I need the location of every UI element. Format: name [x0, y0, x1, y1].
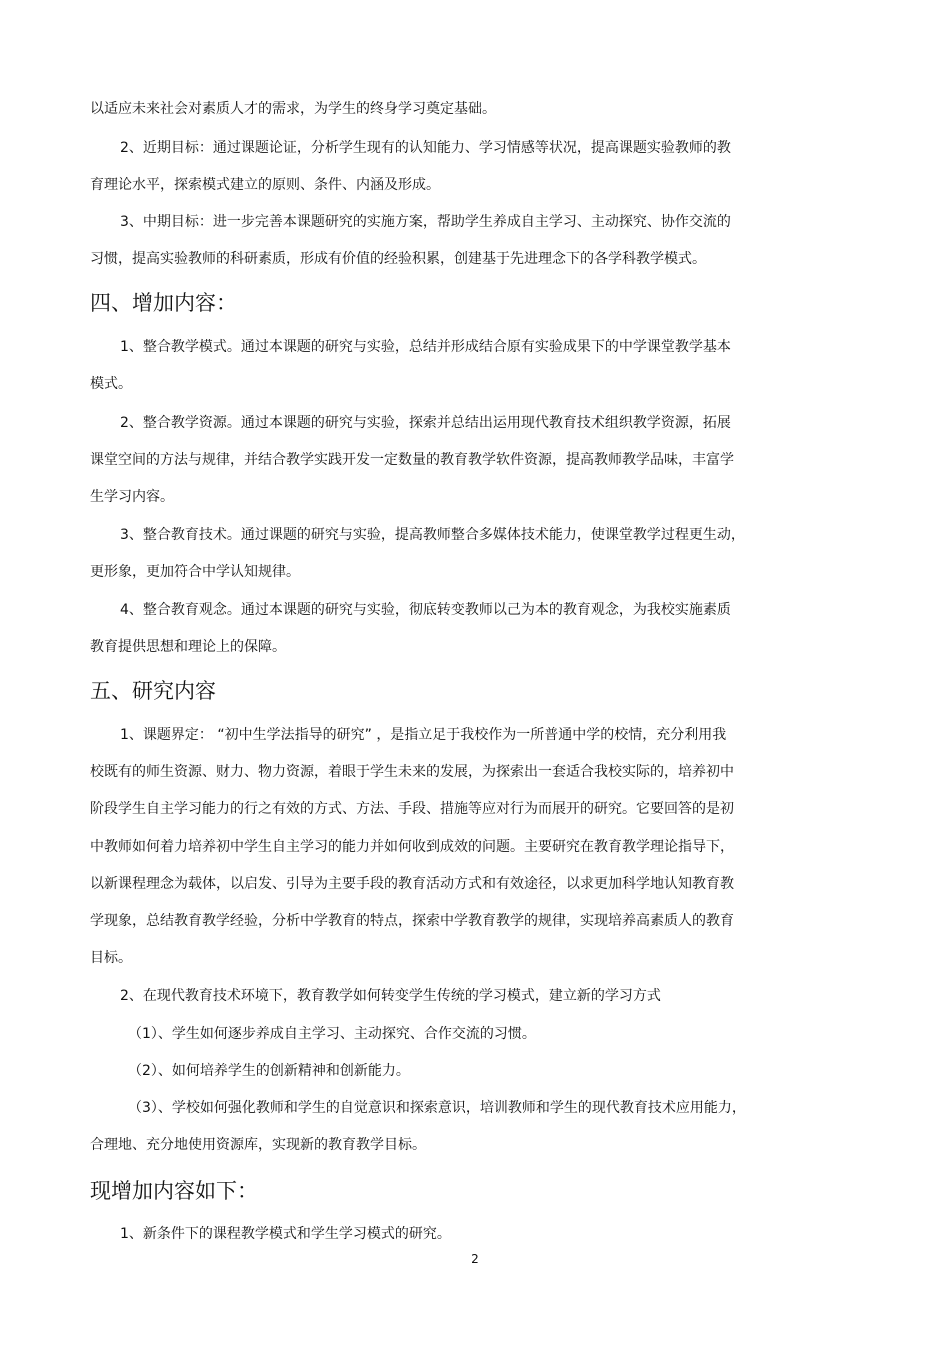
paragraph-line: 2、在现代教育技术环境下，教育教学如何转变学生传统的学习模式，建立新的学习方式	[120, 988, 661, 1004]
paragraph-line: 模式。	[90, 376, 132, 392]
paragraph-line: 生学习内容。	[90, 489, 174, 505]
page-number: 2	[471, 1252, 479, 1266]
section-heading: 五、研究内容	[90, 679, 216, 703]
paragraph-line: 育理论水平，探索模式建立的原则、条件、内涵及形成。	[90, 177, 440, 193]
paragraph-line: 3、中期目标：进一步完善本课题研究的实施方案，帮助学生养成自主学习、主动探究、协作交流的	[120, 214, 731, 230]
paragraph-line: 更形象，更加符合中学认知规律。	[90, 564, 300, 580]
paragraph-line: 3、整合教育技术。通过课题的研究与实验，提高教师整合多媒体技术能力，使课堂教学过程更生动，	[120, 527, 745, 543]
paragraph-line: （3）、学校如何强化教师和学生的自觉意识和探索意识，培训教师和学生的现代教育技术应用能力，	[128, 1100, 746, 1116]
paragraph-line: 2、近期目标：通过课题论证，分析学生现有的认知能力、学习情感等状况，提高课题实验教师的教	[120, 140, 731, 156]
paragraph-line: 1、课题界定： “初中生学法指导的研究” ，是指立足于我校作为一所普通中学的校情，充分利用我	[120, 727, 727, 743]
paragraph-line: 2、整合教学资源。通过本课题的研究与实验，探索并总结出运用现代教育技术组织教学资源，拓展	[120, 415, 731, 431]
paragraph-line: 中教师如何着力培养初中学生自主学习的能力并如何收到成效的问题。主要研究在教育教学理论指导下，	[90, 839, 734, 855]
paragraph-line: 以适应未来社会对素质人才的需求，为学生的终身学习奠定基础。	[90, 101, 496, 117]
paragraph-line: 以新课程理念为载体，以启发、引导为主要手段的教育活动方式和有效途径，以求更加科学地认知教育教	[90, 876, 734, 892]
paragraph-line: 学现象，总结教育教学经验，分析中学教育的特点，探索中学教育教学的规律，实现培养高素质人的教育	[90, 913, 734, 929]
paragraph-line: 1、整合教学模式。通过本课题的研究与实验，总结并形成结合原有实验成果下的中学课堂教学基本	[120, 339, 731, 355]
paragraph-line: 课堂空间的方法与规律，并结合教学实践开发一定数量的教育教学软件资源，提高教师教学品味，丰富学	[90, 452, 734, 468]
paragraph-line: （2）、如何培养学生的创新精神和创新能力。	[128, 1063, 410, 1079]
paragraph-line: 目标。	[90, 950, 132, 966]
paragraph-line: 校既有的师生资源、财力、物力资源，着眼于学生未来的发展，为探索出一套适合我校实际的，培养初中	[90, 764, 734, 780]
paragraph-line: （1）、学生如何逐步养成自主学习、主动探究、合作交流的习惯。	[128, 1026, 536, 1042]
section-heading: 现增加内容如下：	[90, 1179, 258, 1203]
section-heading: 四、增加内容：	[90, 291, 237, 315]
paragraph-line: 4、整合教育观念。通过本课题的研究与实验，彻底转变教师以己为本的教育观念，为我校实施素质	[120, 602, 731, 618]
paragraph-line: 1、新条件下的课程教学模式和学生学习模式的研究。	[120, 1226, 451, 1242]
paragraph-line: 习惯，提高实验教师的科研素质，形成有价值的经验积累，创建基于先进理念下的各学科教学模式。	[90, 251, 706, 267]
paragraph-line: 教育提供思想和理论上的保障。	[90, 639, 286, 655]
paragraph-line: 阶段学生自主学习能力的行之有效的方式、方法、手段、措施等应对行为而展开的研究。它要回答的是初	[90, 801, 734, 817]
paragraph-line: 合理地、充分地使用资源库，实现新的教育教学目标。	[90, 1137, 426, 1153]
